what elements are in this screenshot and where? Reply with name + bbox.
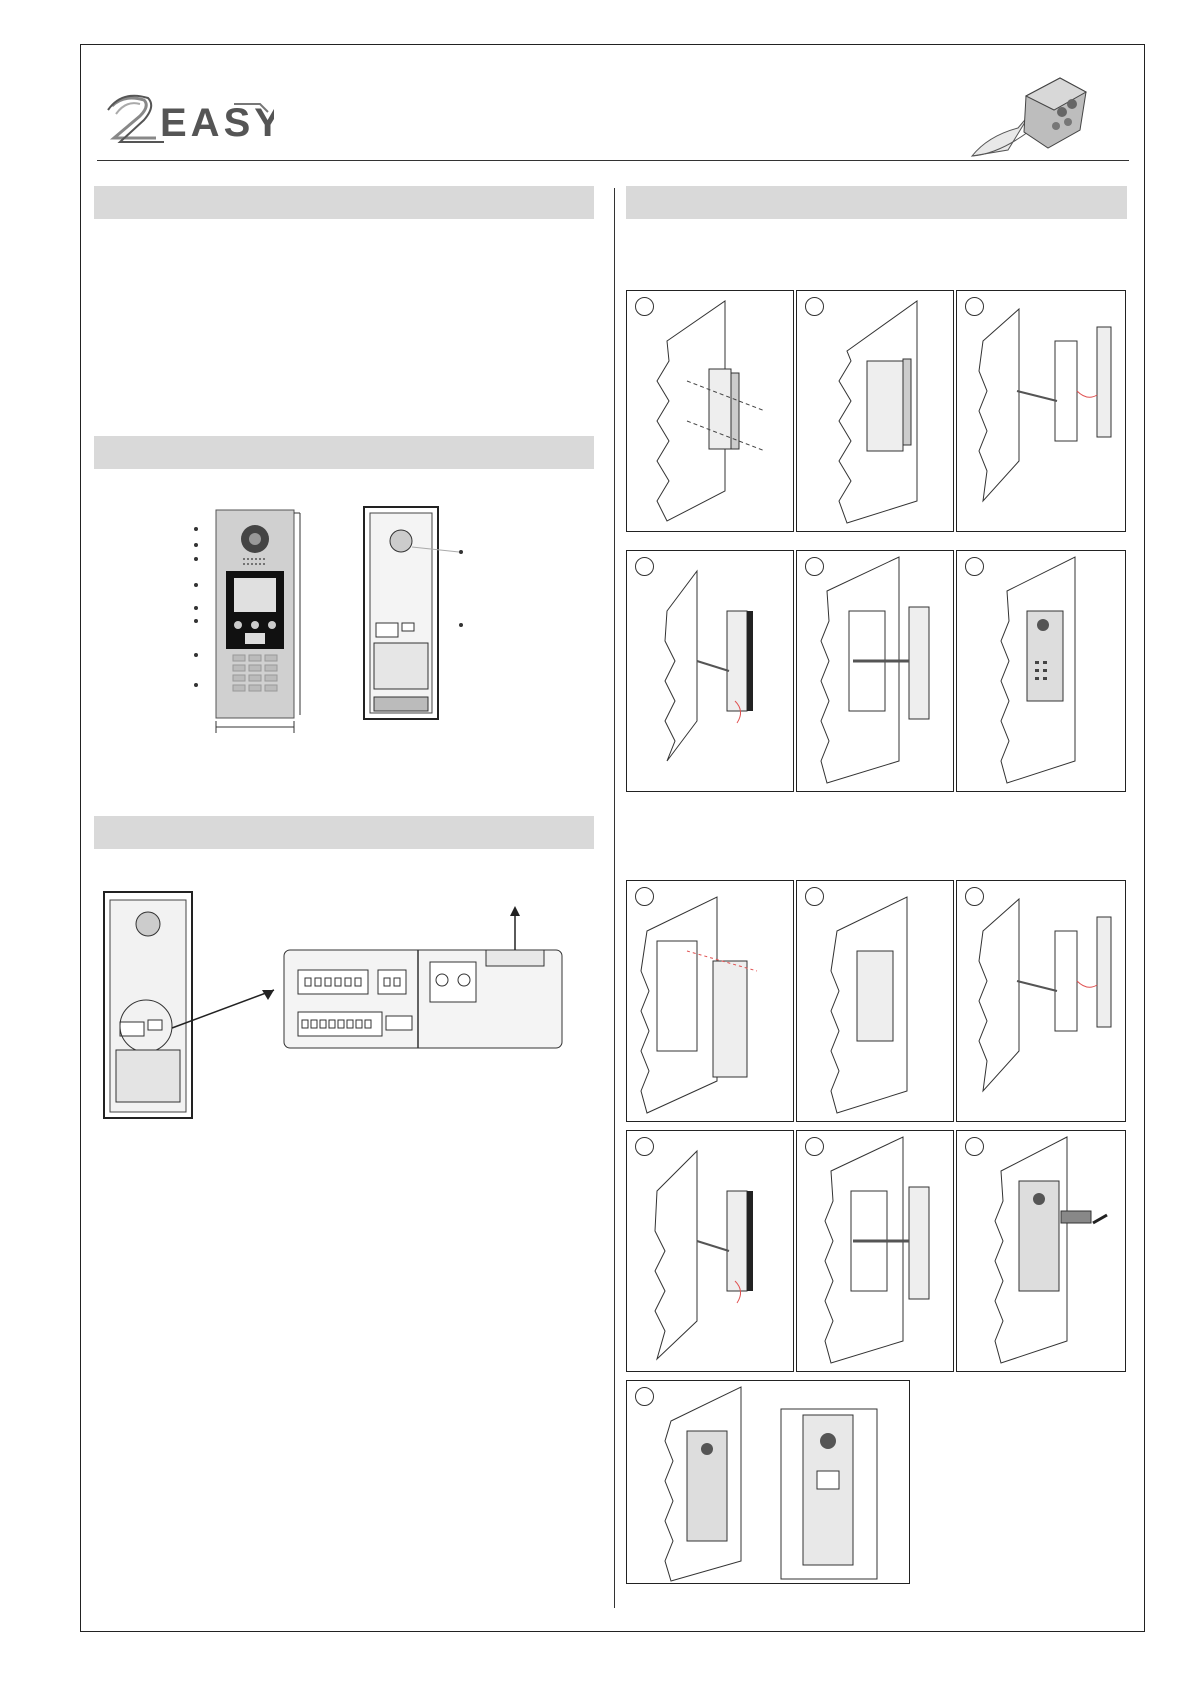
section-bar-right-top (626, 186, 1127, 219)
install-panel-1-4 (626, 550, 794, 792)
install-panel-2-7 (626, 1380, 910, 1584)
back-panel-diagram (360, 505, 470, 725)
section-bar-left-bottom (94, 816, 594, 849)
svg-text:EASY: EASY (160, 101, 274, 145)
install-panel-2-4 (626, 1130, 794, 1372)
install-panel-2-3 (956, 880, 1126, 1122)
install-panel-2-1 (626, 880, 794, 1122)
brand-logo (104, 92, 274, 152)
section-bar-left-mid (94, 436, 594, 469)
install-panel-1-2 (796, 290, 954, 532)
front-panel-diagram (190, 505, 320, 735)
install-panel-2-5 (796, 1130, 954, 1372)
install-panel-1-6 (956, 550, 1126, 792)
terminal-panel-diagram (100, 890, 570, 1125)
install-panel-1-5 (796, 550, 954, 792)
header-divider (97, 160, 1129, 161)
install-panel-1-3 (956, 290, 1126, 532)
cable-connector-icon (968, 66, 1098, 162)
install-panel-1-1 (626, 290, 794, 532)
section-bar-left-top (94, 186, 594, 219)
install-panel-2-2 (796, 880, 954, 1122)
logo-icon (104, 92, 274, 152)
install-panel-2-6 (956, 1130, 1126, 1372)
column-divider (614, 188, 615, 1608)
